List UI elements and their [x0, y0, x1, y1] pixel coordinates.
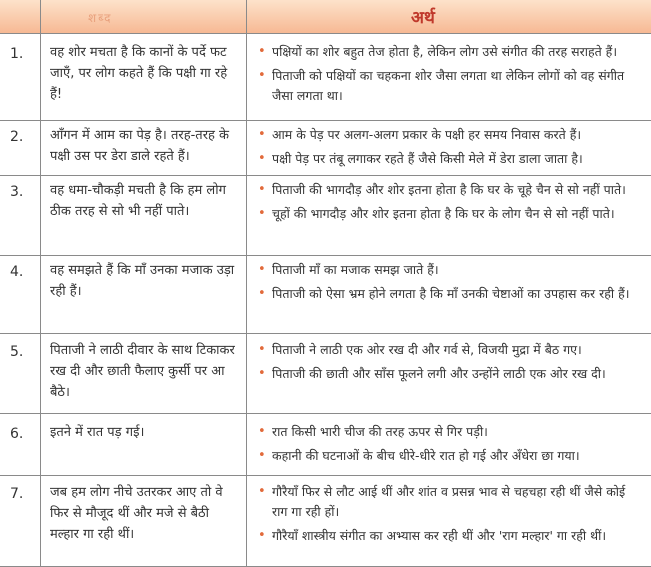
table-header — [0, 0, 651, 34]
row-number: 5. — [10, 344, 24, 360]
meaning-cell — [258, 42, 643, 110]
table-row — [0, 255, 651, 334]
meaning-option: • पिताजी को पक्षियों का चहकना शोर जैसा लगता था लेकिन लोगों को वह संगीत जैसा लगता था। — [258, 66, 643, 106]
table-row — [0, 413, 651, 476]
meaning-option: • पक्षी पेड़ पर तंबू लगाकर रहते हैं जैसे किसी मेले में डेरा डाला जाता है। — [258, 149, 643, 169]
meaning-option: • रात किसी भारी चीज की तरह ऊपर से गिर पड़ी। — [258, 422, 643, 442]
meaning-option: • पक्षियों का शोर बहुत तेज होता है, लेकिन लोग उसे संगीत की तरह सराहते हैं। — [258, 42, 643, 62]
meaning-option: • गौरैयाँ शास्त्रीय संगीत का अभ्यास कर रही थीं और 'राग मल्हार' गा रही थीं। — [258, 526, 643, 546]
bullet-icon: • — [258, 342, 266, 357]
bullet-icon: • — [258, 366, 266, 381]
table-row — [0, 33, 651, 121]
table-row — [0, 175, 651, 256]
meaning-cell — [258, 340, 643, 388]
bullet-icon: • — [258, 484, 266, 499]
phrase-cell: आँगन में आम का पेड़ है। तरह-तरह के पक्षी उस पर डेरा डाले रहते हैं। — [50, 128, 230, 164]
row-number: 7. — [10, 486, 24, 502]
meaning-option: • चूहों की भागदौड़ और शोर इतना होता है कि घर के लोग चैन से सो नहीं पाते। — [258, 204, 643, 224]
meaning-option: • गौरैयाँ फिर से लौट आई थीं और शांत व प्रसन्न भाव से चहचहा रही थीं जैसे कोई राग गा रही हों। — [258, 482, 643, 522]
phrase-cell: वह धमा-चौकड़ी मचती है कि हम लोग ठीक तरह से सो भी नहीं पाते। — [50, 183, 226, 219]
bullet-icon: • — [258, 528, 266, 543]
bullet-icon: • — [258, 286, 266, 301]
row-number: 4. — [10, 264, 24, 280]
row-number: 2. — [10, 129, 24, 145]
header-phrase-label: शब्द — [88, 11, 113, 25]
phrase-cell: वह शोर मचता है कि कानों के पर्दे फट जाएँ, पर लोग कहते हैं कि पक्षी गा रहे हैं! — [50, 45, 228, 102]
bullet-icon: • — [258, 151, 266, 166]
phrase-cell: पिताजी ने लाठी दीवार के साथ टिकाकर रख दी और छाती फैलाए कुर्सी पर आ बैठे। — [50, 343, 235, 400]
meaning-option: • पिताजी माँ का मजाक समझ जाते हैं। — [258, 260, 643, 280]
meaning-cell — [258, 180, 643, 228]
meaning-cell — [258, 422, 643, 470]
meaning-cell — [258, 482, 643, 550]
row-number: 3. — [10, 184, 24, 200]
bullet-icon: • — [258, 127, 266, 142]
phrase-cell: वह समझते हैं कि माँ उनका मजाक उड़ा रही हैं। — [50, 263, 235, 299]
table-row — [0, 333, 651, 414]
meaning-option: • पिताजी ने लाठी एक ओर रख दी और गर्व से, विजयी मुद्रा में बैठ गए। — [258, 340, 643, 360]
table-row — [0, 475, 651, 567]
row-number: 6. — [10, 426, 24, 442]
meaning-cell — [258, 260, 643, 308]
row-number: 1. — [10, 46, 24, 62]
bullet-icon: • — [258, 448, 266, 463]
bullet-icon: • — [258, 424, 266, 439]
meaning-option: • कहानी की घटनाओं के बीच धीरे-धीरे रात हो गई और अँधेरा छा गया। — [258, 446, 643, 466]
bullet-icon: • — [258, 206, 266, 221]
meaning-option: • पिताजी की छाती और साँस फूलने लगी और उन्होंने लाठी एक ओर रख दी। — [258, 364, 643, 384]
meaning-option: • पिताजी की भागदौड़ और शोर इतना होता है कि घर के चूहे चैन से सो नहीं पाते। — [258, 180, 643, 200]
meaning-option: • आम के पेड़ पर अलग-अलग प्रकार के पक्षी हर समय निवास करते हैं। — [258, 125, 643, 145]
meaning-option: • पिताजी को ऐसा भ्रम होने लगता है कि माँ उनकी चेष्टाओं का उपहास कर रही हैं। — [258, 284, 643, 304]
phrase-cell: जब हम लोग नीचे उतरकर आए तो वे फिर से मौजूद थीं और मजे से बैठी मल्हार गा रही थीं। — [50, 485, 223, 542]
header-meaning-label: अर्थ — [411, 8, 435, 28]
bullet-icon: • — [258, 44, 266, 59]
meaning-cell — [258, 125, 643, 173]
bullet-icon: • — [258, 68, 266, 83]
bullet-icon: • — [258, 182, 266, 197]
bullet-icon: • — [258, 262, 266, 277]
phrase-cell: इतने में रात पड़ गई। — [50, 425, 145, 440]
table-row — [0, 120, 651, 176]
